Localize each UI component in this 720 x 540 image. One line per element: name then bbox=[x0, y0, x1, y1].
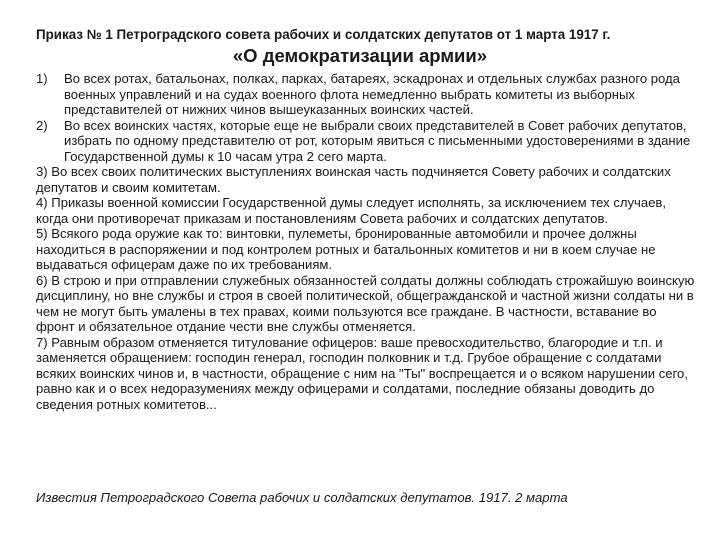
document-subtitle: «О демократизации армии» bbox=[232, 45, 488, 66]
item-text: Во всех воинских частях, которые еще не выбрали своих представителей в Совет рабочих депутатов, избрать по одному представителю от рот, которым явиться с письменными удостоверениями в здание Государственной думы к 10 часам утра 2 сего марта. bbox=[64, 117, 691, 164]
paragraph-5: 5) Всякого рода оружие как то: винтовки, пулеметы, бронированные автомобили и прочее должны находиться в распоряжении и под контролем ротных и батальонных комитетов и ни в коем случае не выдаваться офицерам даже по их требованиям. bbox=[36, 226, 656, 272]
document-body bbox=[36, 71, 696, 412]
paragraph-4: 4) Приказы военной комиссии Государственной думы следует исполнять, за исключением тех случаев, когда они противоречат приказам и постановлениям Совета рабочих и солдатских депутатов. bbox=[36, 195, 667, 226]
paragraph-3: 3) Во всех своих политических выступлениях воинская часть подчиняется Совету рабочих и солдатских депутатов и своим комитетам. bbox=[36, 164, 671, 195]
source-citation: Известия Петроградского Совета рабочих и солдатских депутатов. 1917. 2 марта bbox=[36, 490, 568, 505]
numbered-item-2 bbox=[36, 118, 696, 165]
paragraphs bbox=[36, 164, 696, 412]
paragraph-7: 7) Равным образом отменяется титулование офицеров: ваше превосходительство, благородие и т.п. и заменяется обращением: господин генерал, господин полковник и т.д. Грубое обращение с солдатами всяких воинских чинов и, в частности, обращение с ним на "Ты" воспрещается и о всяком нарушении сего, равно как и о всех недоразумениях между офицерами и солдатами, последние обязаны доводить до сведения ротных комитетов... bbox=[36, 334, 688, 412]
item-number: 2) bbox=[36, 117, 48, 133]
paragraph-6: 6) В строю и при отправлении служебных обязанностей солдаты должны соблюдать строжайшую воинскую дисциплину, но вне службы и строя в своей политической, общегражданской и частной жизни солдаты ни в чем не могут быть умалены в тех правах, коими пользуются все граждане. В частности, вставание во фронт и обязательное отдание чести вне службы отменяется. bbox=[36, 272, 695, 334]
item-text: Во всех ротах, батальонах, полках, парках, батареях, эскадронах и отдельных службах разного рода военных управлений и на судах военного флота немедленно выбрать комитеты из выборных представителей от нижних чинов вышеуказанных воинских частей. bbox=[64, 71, 680, 117]
item-number: 1) bbox=[36, 71, 48, 86]
numbered-item-1 bbox=[36, 71, 696, 118]
document-heading: Приказ № 1 Петроградского совета рабочих и солдатских депутатов от 1 марта 1917 г. bbox=[36, 27, 611, 42]
